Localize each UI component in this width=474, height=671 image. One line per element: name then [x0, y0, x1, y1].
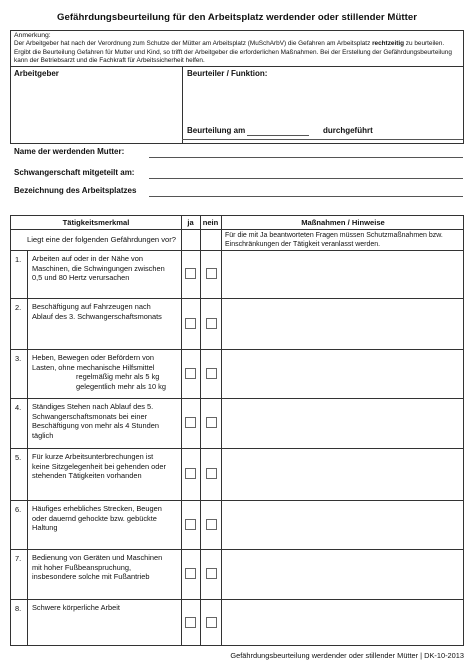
checkbox-nein[interactable]: [206, 318, 217, 329]
row-text-line: regelmäßig mehr als 5 kg: [76, 372, 160, 382]
note-text-1: Der Arbeitgeber hat nach der Verordnung zum Schutze der Mütter am Arbeitsplatz (MuSchArbV) die Gefahren am Arbeitsplatz: [14, 40, 373, 47]
assessment-table: [10, 215, 464, 646]
row-number: 7.: [15, 554, 22, 563]
divider: [182, 139, 463, 140]
row-number: 3.: [15, 354, 22, 363]
divider: [11, 229, 463, 230]
row-text: [32, 254, 182, 283]
checkbox-ja[interactable]: [185, 417, 196, 428]
divider: [11, 549, 463, 550]
column-header-ja: ja: [187, 218, 194, 227]
mother-name-field[interactable]: [149, 157, 463, 158]
durchgefuehrt-label: durchgeführt: [323, 126, 373, 135]
mother-name-label: Name der werdenden Mutter:: [14, 147, 125, 156]
row-text-line: Häufiges erhebliches Strecken, Beugen: [32, 504, 162, 513]
checkbox-ja[interactable]: [185, 318, 196, 329]
row-text: [32, 504, 182, 533]
row-text: [32, 353, 182, 391]
row-number: 8.: [15, 604, 22, 613]
question-text: Liegt eine der folgenden Gefährdungen vor?: [27, 235, 177, 244]
document-title: Gefährdungsbeurteilung für den Arbeitsplatz werdender oder stillender Mütter: [56, 12, 418, 23]
arbeitgeber-label: Arbeitgeber: [14, 69, 59, 78]
checkbox-ja[interactable]: [185, 268, 196, 279]
checkbox-ja[interactable]: [185, 468, 196, 479]
divider: [11, 599, 463, 600]
row-text-line: Lasten, ohne mechanische Hilfsmittel: [32, 362, 155, 372]
divider: [11, 66, 463, 67]
row-text-line: gelegentlich mehr als 10 kg: [76, 381, 166, 391]
divider: [182, 66, 183, 143]
divider: [11, 448, 463, 449]
column-header-massnahmen: Maßnahmen / Hinweise: [301, 218, 385, 227]
row-text: [32, 603, 182, 613]
row-text-line: Ablauf des 3. Schwangerschaftsmonats: [32, 311, 162, 321]
beurteiler-label: Beurteiler / Funktion:: [187, 69, 268, 78]
hint-text: Für die mit Ja beantworteten Fragen müssen Schutzmaßnahmen bzw. Einschränkungen der Tätigkeit veranlasst werden.: [225, 232, 443, 248]
divider: [221, 216, 222, 645]
checkbox-nein[interactable]: [206, 468, 217, 479]
divider: [200, 216, 201, 645]
workplace-label: Bezeichnung des Arbeitsplatzes: [14, 186, 137, 195]
pregnancy-date-field[interactable]: [149, 178, 463, 179]
checkbox-nein[interactable]: [206, 417, 217, 428]
checkbox-ja[interactable]: [185, 617, 196, 628]
row-number: 4.: [15, 403, 22, 412]
row-text-line: 0,5 und 80 Hertz verursachen: [32, 273, 130, 283]
checkbox-nein[interactable]: [206, 268, 217, 279]
row-text-line: keine Sitzgelegenheit bei gehenden oder: [32, 461, 166, 471]
divider: [11, 298, 463, 299]
row-text-line: Arbeiten auf oder in der Nähe von: [32, 254, 143, 263]
row-text-line: oder dauernd gehockte bzw. gebückte: [32, 513, 157, 523]
row-text-line: Beschäftigung auf Fahrzeugen nach: [32, 302, 151, 311]
divider: [11, 349, 463, 350]
column-header-nein: nein: [202, 218, 219, 227]
note-text-2: zu beurteilen. Ergibt die Beurteilung Gefahren für Mutter und Kind, so trifft der Arbeitgeber die erforderlichen Maßnahmen. Bei der Erstellung der Gefährdungsbeurteilung kann der Betriebsarzt und die Fachkraft für Arbeitssicherheit helfen.: [14, 40, 452, 65]
row-number: 1.: [15, 255, 22, 264]
row-text-line: insbesondere solche mit Fußantrieb: [32, 572, 150, 582]
pregnancy-date-label: Schwangerschaft mitgeteilt am:: [14, 168, 135, 177]
row-number: 2.: [15, 303, 22, 312]
divider: [11, 398, 463, 399]
divider: [11, 500, 463, 501]
workplace-field[interactable]: [149, 196, 463, 197]
checkbox-nein[interactable]: [206, 617, 217, 628]
checkbox-ja[interactable]: [185, 519, 196, 530]
row-text-line: Beschäftigung von mehr als 4 Stunden: [32, 421, 159, 431]
row-text-line: Heben, Bewegen oder Befördern von: [32, 353, 155, 362]
checkbox-nein[interactable]: [206, 368, 217, 379]
row-text-line: stehenden Tätigkeiten vorhanden: [32, 471, 142, 481]
row-text: [32, 302, 182, 321]
row-text: [32, 553, 182, 582]
row-text-line: Für kurze Arbeitsunterbrechungen ist: [32, 452, 154, 461]
checkbox-nein[interactable]: [206, 519, 217, 530]
column-header-merkmal: Tätigkeitsmerkmal: [62, 218, 130, 227]
row-text-line: täglich: [32, 430, 54, 440]
note-label: Anmerkung:: [14, 32, 51, 39]
row-number: 6.: [15, 505, 22, 514]
row-text-line: Maschinen, die Schwingungen zwischen: [32, 263, 165, 273]
checkbox-nein[interactable]: [206, 568, 217, 579]
checkbox-ja[interactable]: [185, 368, 196, 379]
note-text-bold: rechtzeitig: [372, 40, 405, 47]
row-text: [32, 452, 182, 481]
divider: [11, 250, 463, 251]
checkbox-ja[interactable]: [185, 568, 196, 579]
row-text-line: Ständiges Stehen nach Ablauf des 5.: [32, 402, 154, 411]
header-box: [10, 30, 464, 144]
row-number: 5.: [15, 453, 22, 462]
row-text-line: Haltung: [32, 523, 58, 533]
beurteilung-am-label: Beurteilung am: [187, 126, 246, 135]
row-text-line: Schwangerschaftsmonats bei einer: [32, 411, 148, 421]
row-text: [32, 402, 182, 440]
row-text-line: Bedienung von Geräten und Maschinen: [32, 553, 163, 562]
row-text-line: mit hoher Fußbeanspruchung,: [32, 562, 132, 572]
note-text: [14, 40, 462, 66]
row-text-line: Schwere körperliche Arbeit: [32, 603, 120, 612]
page-footer: Gefährdungsbeurteilung werdender oder stillender Mütter | DK-10-2013: [230, 651, 464, 660]
beurteilung-date-field[interactable]: [247, 135, 309, 136]
